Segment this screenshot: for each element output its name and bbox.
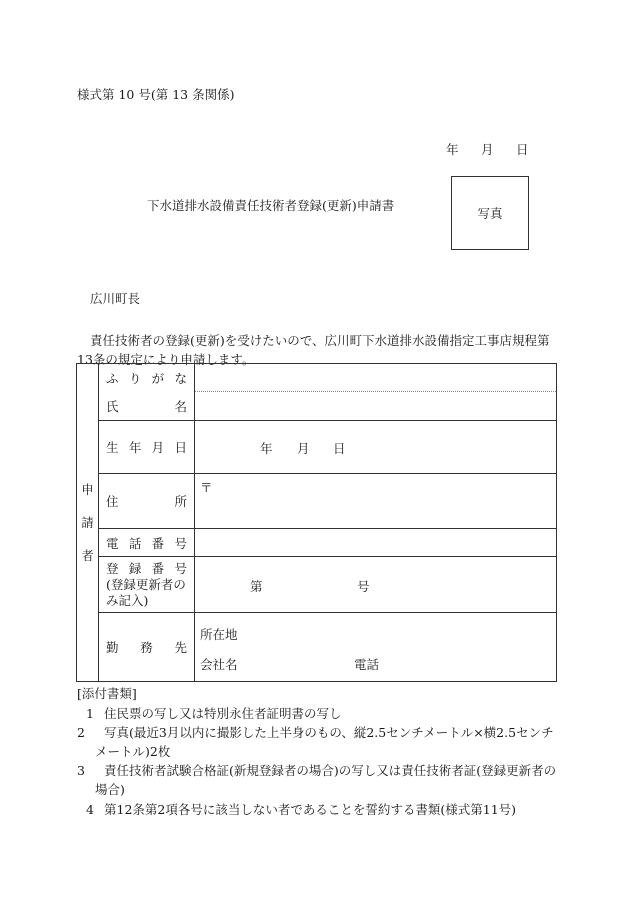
workplace-location-label: 所在地 [200,627,238,642]
furigana-field[interactable] [195,364,557,392]
workplace-label: 勤 務 先 [99,613,195,682]
photo-label: 写真 [477,206,503,221]
phone-field[interactable] [195,529,557,557]
birthdate-label: 生 年 月 日 [99,421,195,474]
attachment-item: 3 責任技術者試験合格証(新規登録者の場合)の写し又は責任技術者証(登録更新者の場合) [77,763,557,797]
form-number: 様式第 10 号(第 13 条関係) [77,87,235,102]
row-address [77,474,557,529]
row-workplace [77,613,557,682]
date-day-label: 日 [516,142,529,157]
attachment-item: 1 住民票の写し又は特別永住者証明書の写し [86,706,342,721]
registration-number-field[interactable]: 第 号 [195,557,557,613]
row-phone [77,529,557,557]
row-furigana [77,364,557,392]
applicant-table [76,363,557,682]
date-year-label: 年 [446,142,459,157]
phone-label: 電 話 番 号 [99,529,195,557]
applicant-vertical-label: 申 請 者 [77,364,99,682]
form-title: 下水道排水設備責任技術者登録(更新)申請書 [147,198,395,213]
addressee: 広川町長 [90,291,141,306]
workplace-field[interactable] [195,613,557,682]
name-label: 氏 名 [99,392,195,421]
row-birthdate [77,421,557,474]
workplace-phone-label: 電話 [354,657,380,672]
attachments-heading: [添付書類] [77,686,137,701]
address-field[interactable] [195,474,557,529]
birthdate-field[interactable]: 年 月 日 [195,421,557,474]
photo-box [451,176,529,250]
attachment-item: 4 第12条第2項各号に該当しない者であることを誓約する書類(様式第11号) [86,802,517,817]
furigana-label: ふ り が な [99,364,195,392]
workplace-company-label: 会社名 [200,657,238,672]
address-label: 住 所 [99,474,195,529]
attachment-item: 2 写真(最近3月以内に撮影した上半身のもの、縦2.5センチメートル×横2.5センチメートル)2枚 [77,725,554,759]
name-field[interactable] [195,392,557,421]
registration-number-label: 登 録 番 号 (登録更新者のみ記入) [99,557,195,613]
row-registration-number [77,557,557,613]
row-name [77,392,557,421]
postal-mark: 〒 [200,480,213,495]
application-statement: 責任技術者の登録(更新)を受けたいので、広川町下水道排水設備指定工事店規程第13条の規定により申請します。 [77,333,550,367]
date-month-label: 月 [481,142,494,157]
